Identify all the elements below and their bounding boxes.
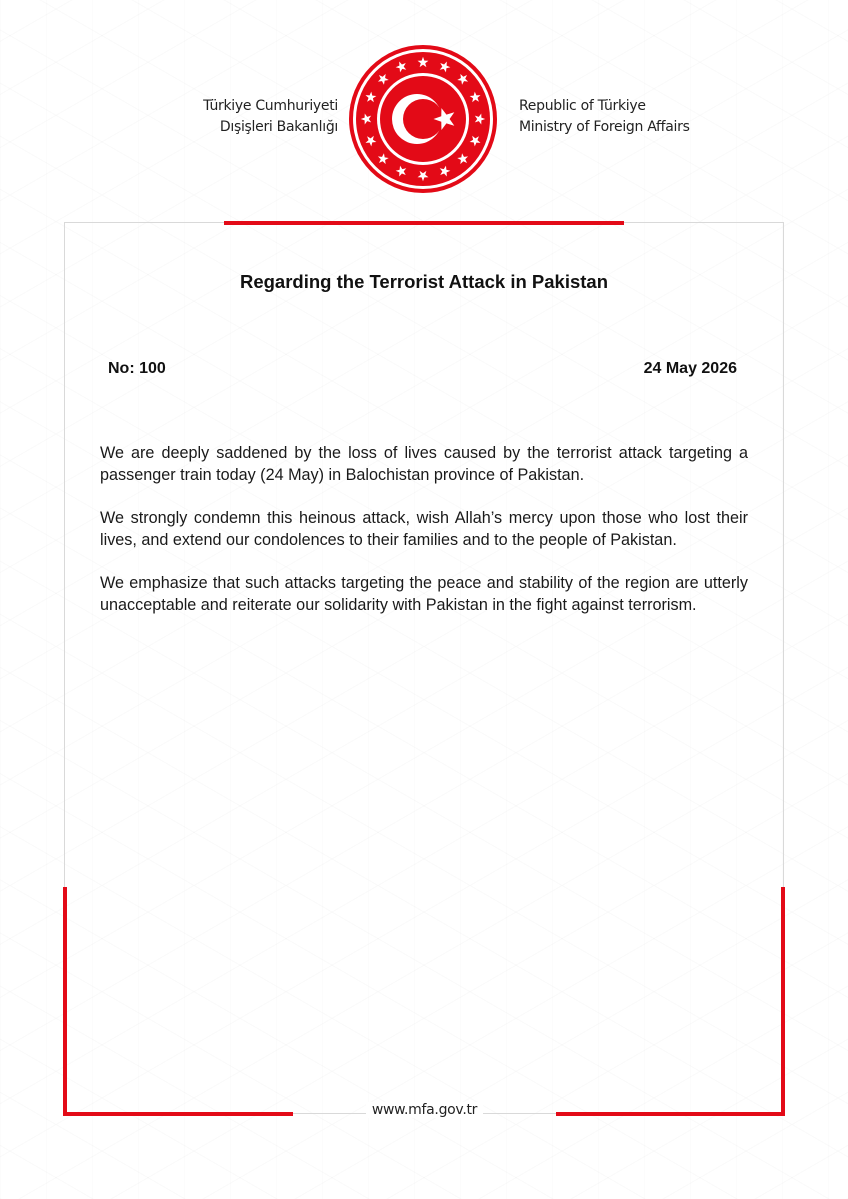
- frame-left-border: [64, 222, 65, 888]
- document-number: No: 100: [108, 360, 166, 377]
- website-link[interactable]: [293, 1102, 556, 1118]
- body-paragraph: We emphasize that such attacks targeting the peace and stability of the region are utterly unacceptable and reiterate our solidarity with Pakistan in the fight against terrorism.: [100, 574, 748, 614]
- header-right-line2: Ministry of Foreign Affairs: [519, 119, 690, 135]
- header-left-line2: Dışişleri Bakanlığı: [219, 119, 338, 135]
- frame-left-red-accent: [63, 887, 67, 1116]
- header-turkish-name: [203, 96, 338, 138]
- frame-top-red-accent: [224, 221, 624, 225]
- frame-right-border: [783, 222, 784, 888]
- frame-bottom-right-red-accent: [556, 1112, 785, 1116]
- website-text[interactable]: www.mfa.gov.tr: [366, 1102, 483, 1118]
- body-paragraph: We strongly condemn this heinous attack, wish Allah’s mercy upon those who lost their lives, and extend our condolences to their families and to the people of Pakistan.: [100, 509, 748, 549]
- document-body: [100, 442, 748, 637]
- header-right-line1: Republic of Türkiye: [519, 98, 646, 114]
- frame-right-red-accent: [781, 887, 785, 1116]
- frame-bottom-left-red-accent: [63, 1112, 293, 1116]
- document-date: 24 May 2026: [643, 360, 737, 377]
- header-english-name: [519, 96, 690, 138]
- body-paragraph: We are deeply saddened by the loss of lives caused by the terrorist attack targeting a passenger train today (24 May) in Balochistan province of Pakistan.: [100, 444, 748, 484]
- header-left-line1: Türkiye Cumhuriyeti: [203, 98, 338, 114]
- crescent-star-emblem-icon: [348, 44, 498, 194]
- document-title: Regarding the Terrorist Attack in Pakistan: [239, 271, 609, 292]
